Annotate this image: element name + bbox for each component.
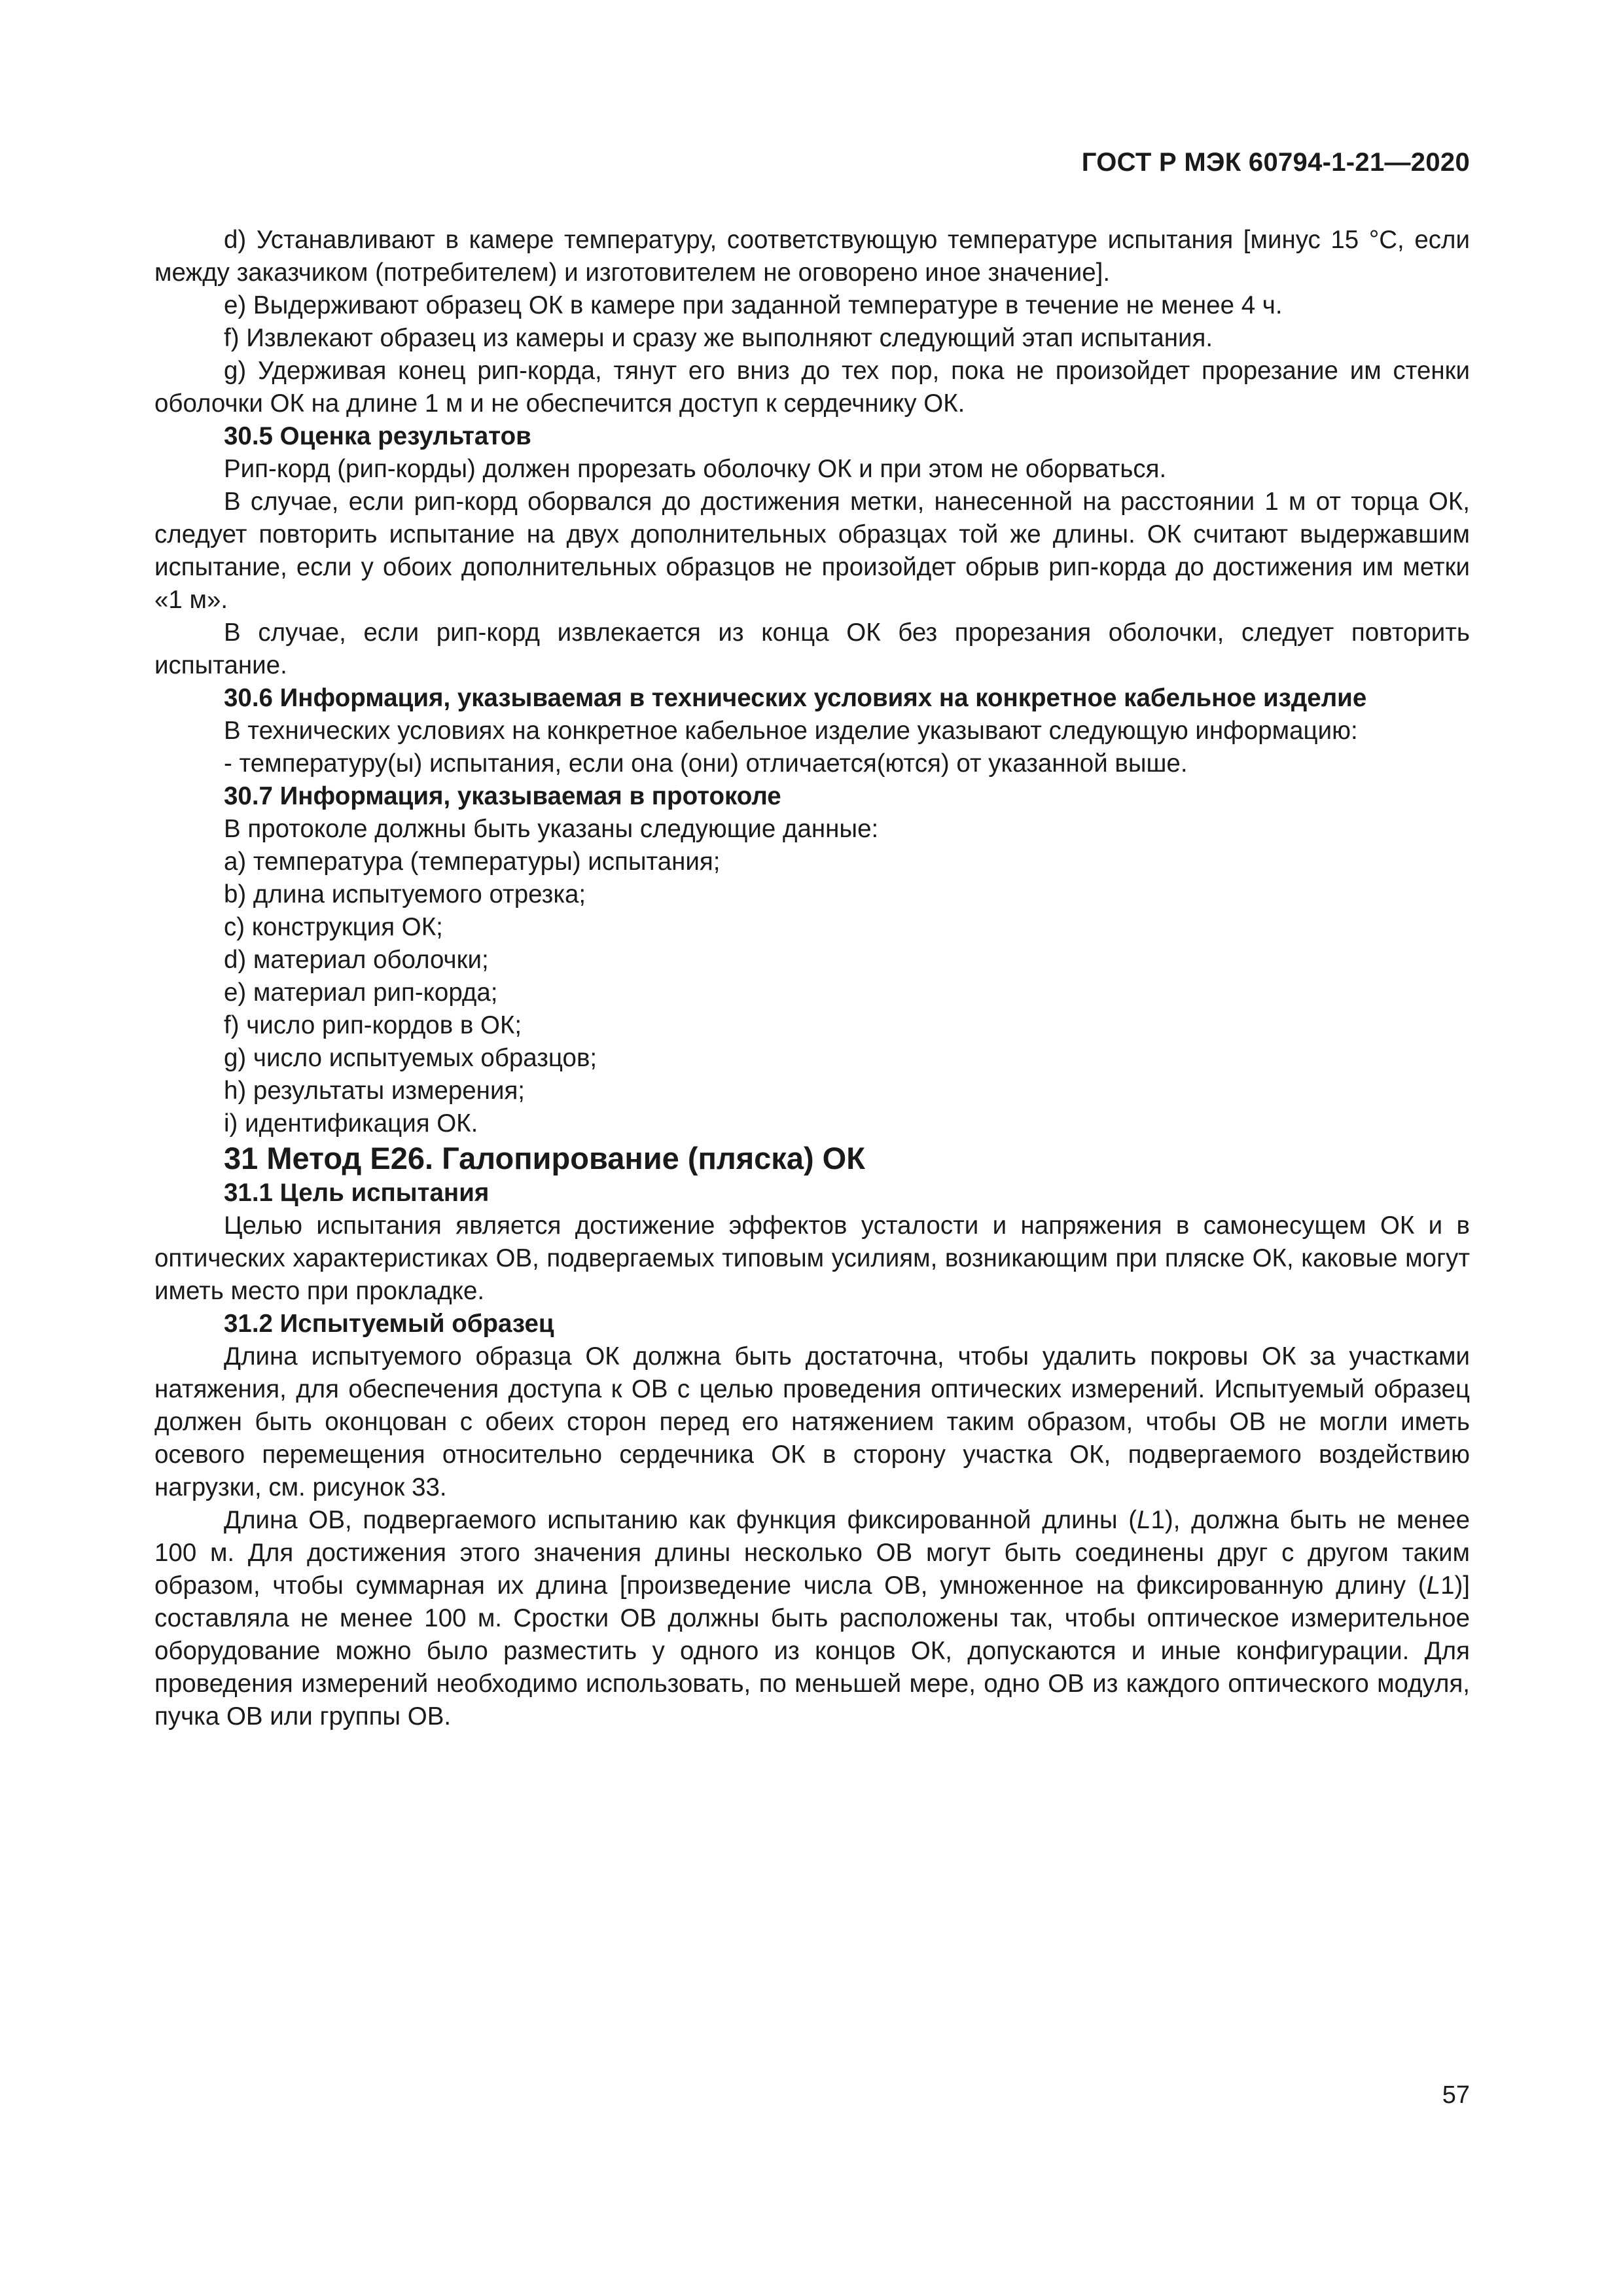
clause-heading-31: 31 Метод Е26. Галопирование (пляска) ОК <box>224 1141 865 1175</box>
paragraph-fixed-length: Длина ОВ, подвергаемого испытанию как функция фиксированной длины (L1), должна быть не менее 100 м. Для достижения этого значения длины несколько ОВ могут быть соединены друг с другом таким образом, чтобы суммарная их длина [произведение числа ОВ, умноженное на фиксированную длину (L1)] составляла не менее 100 м. Сростки ОВ должны быть расположены так, чтобы оптическое измерительное оборудование можно было разместить у одного из концов ОК, допускаются и иные конфигурации. Для проведения измерений необходимо использовать, по меньшей мере, одно ОВ из каждого оптического модуля, пучка ОВ или группы ОВ. <box>154 1506 1470 1731</box>
section-heading-31-2: 31.2 Испытуемый образец <box>224 1310 554 1338</box>
list-item: b) длина испытуемого отрезка; <box>224 880 586 908</box>
paragraph: В случае, если рип-корд извлекается из конца ОК без прорезания оболочки, следует повторить испытание. <box>154 619 1470 679</box>
document-body <box>154 224 1470 1733</box>
list-item: d) материал оболочки; <box>224 946 489 974</box>
section-heading-30-6: 30.6 Информация, указываемая в технических условиях на конкретное кабельное изделие <box>224 684 1367 712</box>
section-heading-30-7: 30.7 Информация, указываемая в протоколе <box>224 782 781 810</box>
list-item: f) число рип-кордов в ОК; <box>224 1011 522 1039</box>
paragraph: В технических условиях на конкретное кабельное изделие указывают следующую информацию: <box>224 717 1358 745</box>
list-item: - температуру(ы) испытания, если она (они) отличается(ются) от указанной выше. <box>224 749 1188 778</box>
list-item: i) идентификация ОК. <box>224 1109 478 1138</box>
paragraph: В случае, если рип-корд оборвался до достижения метки, нанесенной на расстоянии 1 м от торца ОК, следует повторить испытание на двух дополнительных образцах той же длины. ОК считают выдержавшим испытание, если у обоих дополнительных образцов не произойдет обрыв рип-корда до достижения им метки «1 м». <box>154 488 1470 614</box>
paragraph: Целью испытания является достижение эффектов усталости и напряжения в самонесущем ОК и в оптических характеристиках ОВ, подвергаемых типовым усилиям, возникающим при пляске ОК, каковые могут иметь место при прокладке. <box>154 1211 1470 1305</box>
intro-item-e: e) Выдерживают образец ОК в камере при заданной температуре в течение не менее 4 ч. <box>224 291 1283 319</box>
paragraph: Рип-корд (рип-корды) должен прорезать оболочку ОК и при этом не оборваться. <box>224 455 1167 483</box>
intro-item-f: f) Извлекают образец из камеры и сразу же выполняют следующий этап испытания. <box>224 324 1213 352</box>
intro-item-g: g) Удерживая конец рип-корда, тянут его вниз до тех пор, пока не произойдет прорезание им стенки оболочки ОК на длине 1 м и не обеспечится доступ к сердечнику ОК. <box>154 357 1470 418</box>
variable-L: L <box>1426 1571 1441 1600</box>
paragraph: Длина испытуемого образца ОК должна быть достаточна, чтобы удалить покровы ОК за участками натяжения, для обеспечения доступа к ОВ с целью проведения оптических измерений. Испытуемый образец должен быть оконцован с обеих сторон перед его натяжением таким образом, чтобы ОВ не могли иметь осевого перемещения относительно сердечника ОК в сторону участка ОК, подвергаемого воздействию нагрузки, см. рисунок 33. <box>154 1342 1470 1501</box>
standard-designation: ГОСТ Р МЭК 60794-1-21—2020 <box>1081 148 1470 177</box>
variable-L: L <box>1137 1506 1151 1534</box>
list-item: h) результаты измерения; <box>224 1077 525 1105</box>
document-page <box>154 0 1470 2296</box>
list-item: c) конструкция ОК; <box>224 913 443 941</box>
list-item: g) число испытуемых образцов; <box>224 1044 597 1072</box>
section-heading-31-1: 31.1 Цель испытания <box>224 1179 490 1207</box>
paragraph: В протоколе должны быть указаны следующие данные: <box>224 815 879 843</box>
list-item: e) материал рип-корда; <box>224 978 498 1007</box>
page-number: 57 <box>1442 2081 1470 2109</box>
intro-item-d: d) Устанавливают в камере температуру, соответствующую температуре испытания [минус 15 °С, если между заказчиком (потребителем) и изготовителем не оговорено иное значение]. <box>154 226 1470 287</box>
list-item: a) температура (температуры) испытания; <box>224 848 721 876</box>
section-heading-30-5: 30.5 Оценка результатов <box>224 422 531 450</box>
